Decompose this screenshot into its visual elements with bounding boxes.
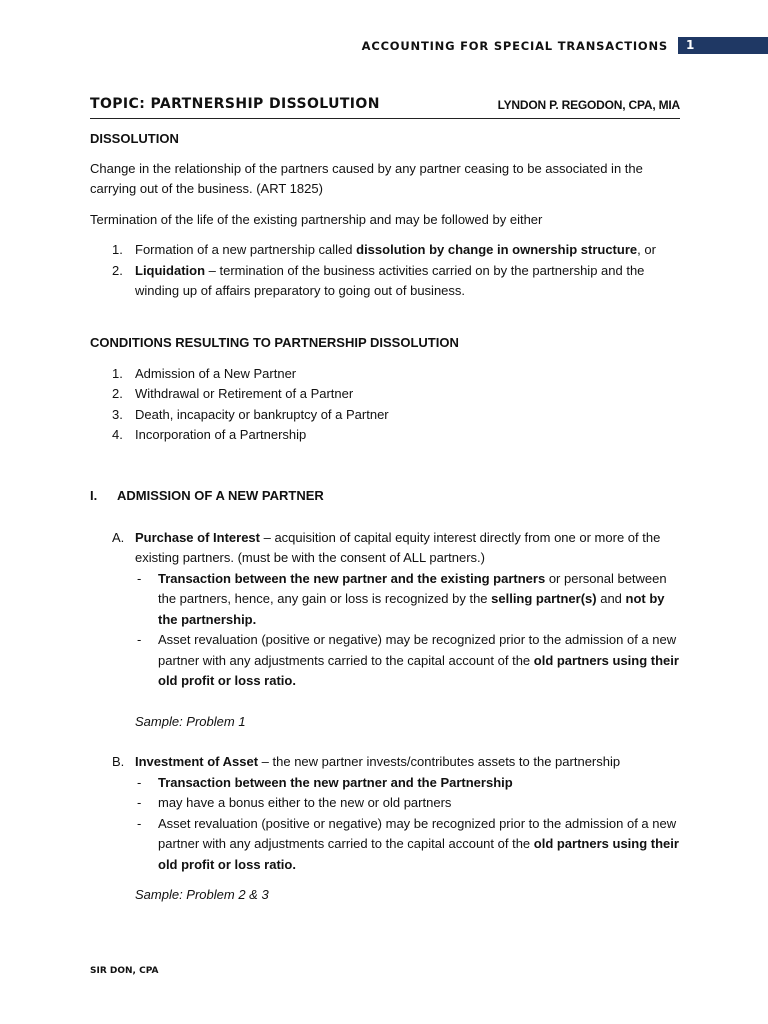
bullet-item bbox=[90, 814, 682, 876]
subsection-text: – the new partner invests/contributes assets to the partnership bbox=[258, 754, 621, 769]
bullet-text: Asset revaluation (positive or negative) may be recognized prior to the admission of a new partner with any adjustments carried to the capital account of the bbox=[158, 632, 677, 668]
item-text: , or bbox=[637, 242, 656, 257]
subsection-title: Purchase of Interest bbox=[135, 529, 260, 545]
dissolution-heading: DISSOLUTION bbox=[90, 131, 179, 146]
bullet-text: or personal between the partners, hence, any gain or loss is recognized by the bbox=[158, 570, 667, 606]
item-text: Incorporation of a Partnership bbox=[135, 427, 307, 442]
conditions-section bbox=[90, 333, 682, 446]
bullet-item bbox=[90, 773, 682, 794]
bullet-bold-text: Transaction between the new partner and the Partnership bbox=[158, 774, 513, 790]
dissolution-item bbox=[90, 240, 682, 261]
dash-marker: - bbox=[137, 632, 142, 647]
subsection-a bbox=[90, 528, 682, 569]
subsection-b bbox=[90, 752, 682, 773]
bullet-item bbox=[90, 630, 682, 692]
condition-item bbox=[90, 425, 682, 446]
dash-marker: - bbox=[137, 815, 142, 831]
condition-item bbox=[90, 364, 682, 385]
dash-marker: - bbox=[137, 570, 142, 586]
page-number-badge bbox=[678, 37, 768, 54]
section-heading bbox=[90, 486, 682, 507]
list-number: 2. bbox=[112, 386, 123, 401]
section-title: ADMISSION OF A NEW PARTNER bbox=[117, 488, 324, 503]
bullet-item bbox=[90, 793, 682, 814]
bullet-bold-text: selling partner(s) bbox=[491, 591, 597, 606]
item-bold-text: dissolution by change in ownership structure bbox=[356, 242, 638, 257]
subsection-title: Investment of Asset bbox=[135, 754, 259, 769]
section-admission bbox=[90, 486, 682, 906]
subsection-letter: A. bbox=[112, 529, 125, 545]
dash-marker: - bbox=[137, 774, 142, 790]
bullet-bold-text: not by the partnership. bbox=[158, 591, 665, 627]
dissolution-termination: Termination of the life of the existing partnership and may be followed by either bbox=[90, 211, 543, 227]
bullet-bold-text: old partners using their old profit or loss ratio. bbox=[158, 836, 679, 872]
bullet-bold-text: old partners using their old profit or loss ratio. bbox=[158, 652, 679, 688]
topic-divider bbox=[90, 118, 680, 119]
bullet-text: Asset revaluation (positive or negative) may be recognized prior to the admission of a new partner with any adjustments carried to the capital account of the bbox=[158, 815, 677, 851]
subsection-letter: B. bbox=[112, 754, 125, 769]
sample-note: Sample: Problem 2 & 3 bbox=[135, 887, 269, 902]
list-number: 3. bbox=[112, 406, 123, 422]
section-number: I. bbox=[90, 488, 98, 503]
dissolution-section bbox=[90, 129, 682, 302]
dissolution-item bbox=[90, 261, 682, 302]
footer-text: SIR DON, CPA bbox=[90, 966, 159, 976]
running-header-title: ACCOUNTING FOR SPECIAL TRANSACTIONS bbox=[361, 39, 668, 53]
dash-marker: - bbox=[137, 795, 142, 810]
bullet-bold-text: Transaction between the new partner and the existing partners bbox=[158, 570, 546, 586]
dissolution-definition: Change in the relationship of the partners caused by any partner ceasing to be associated in the carrying out of the business. (ART 1825) bbox=[90, 160, 643, 196]
item-bold-text: Liquidation bbox=[135, 262, 206, 278]
list-number: 1. bbox=[112, 242, 123, 257]
conditions-heading: CONDITIONS RESULTING TO PARTNERSHIP DISSOLUTION bbox=[90, 335, 459, 350]
bullet-text: may have a bonus either to the new or old partners bbox=[158, 795, 452, 810]
condition-item bbox=[90, 405, 682, 426]
page-number: 1 bbox=[686, 38, 695, 52]
item-text: Admission of a New Partner bbox=[135, 365, 297, 381]
list-number: 1. bbox=[112, 365, 123, 381]
item-text: Formation of a new partnership called bbox=[135, 242, 357, 257]
list-number: 2. bbox=[112, 262, 123, 278]
sample-note: Sample: Problem 1 bbox=[135, 713, 246, 729]
topic-title: TOPIC: PARTNERSHIP DISSOLUTION bbox=[90, 96, 380, 112]
bullet-item bbox=[90, 569, 682, 631]
item-text: – termination of the business activities carried on by the partnership and the winding up of affairs preparatory to going out of business. bbox=[135, 262, 645, 298]
item-text: Withdrawal or Retirement of a Partner bbox=[135, 386, 354, 401]
list-number: 4. bbox=[112, 427, 123, 442]
subsection-text: – acquisition of capital equity interest directly from one or more of the existing partners. (must be with the consent of ALL partners.) bbox=[135, 529, 661, 565]
bullet-text: and bbox=[596, 591, 626, 606]
condition-item bbox=[90, 384, 682, 405]
item-text: Death, incapacity or bankruptcy of a Partner bbox=[135, 406, 389, 422]
author-name: LYNDON P. REGODON, CPA, MIA bbox=[497, 98, 680, 112]
